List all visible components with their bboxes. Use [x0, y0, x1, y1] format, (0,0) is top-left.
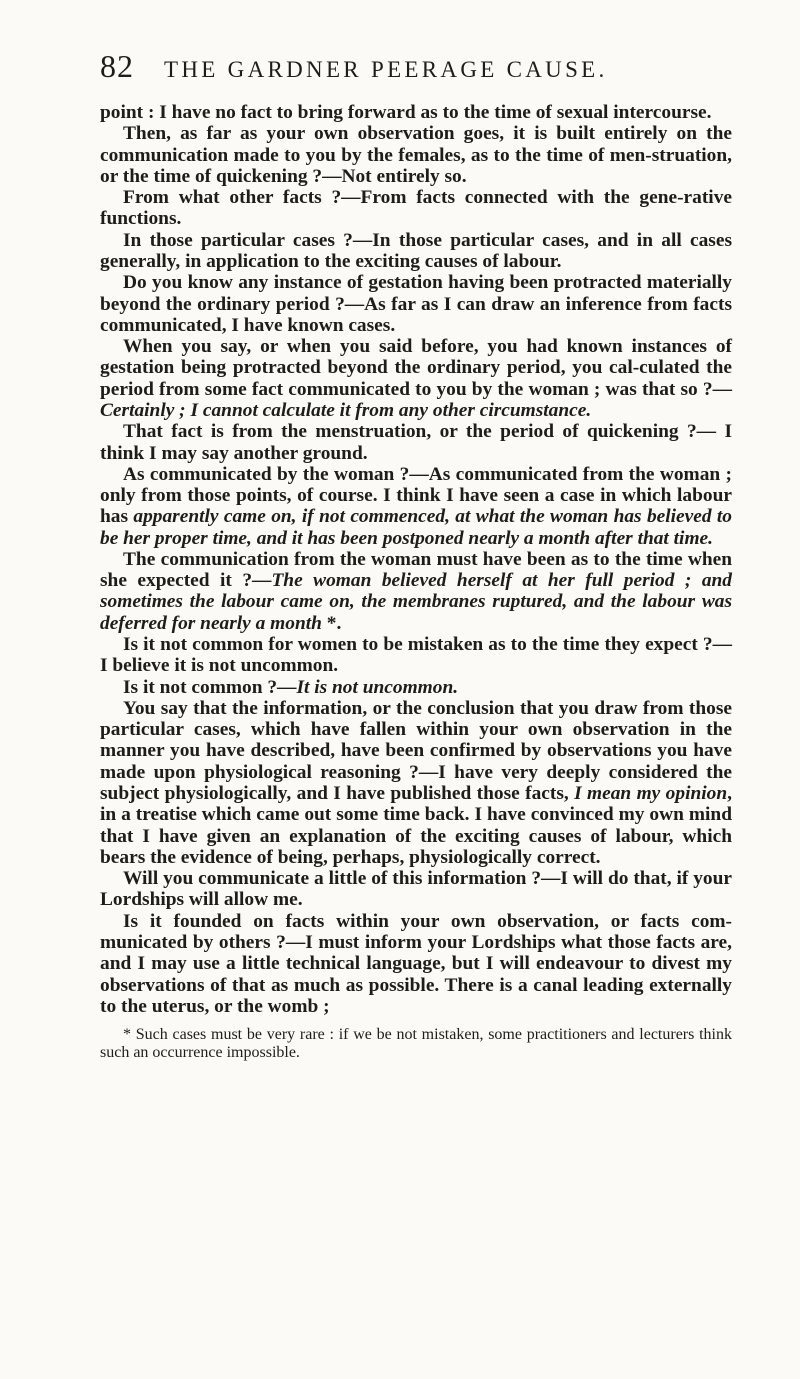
- text-run: The communication from the woman must have been as to the time when she expected it ?—: [100, 548, 732, 592]
- text-run: Do you know any instance of gestation having been protracted materially beyond the ordinary period ?—As far as I can draw an inference from facts communicated, I have known cases.: [100, 272, 732, 336]
- paragraph: [100, 911, 732, 1017]
- paragraph: [100, 102, 732, 123]
- footnote: * Such cases must be very rare : if we be not mistaken, some practitioners and lecturers think such an occurrence impossible.: [100, 1026, 732, 1062]
- text-run: When you say, or when you said before, you had known instances of gestation being protracted beyond the ordinary period, you cal-culated the period from some fact communicated to you by the woman ; was that so ?—: [100, 336, 732, 400]
- text-run: Then, as far as your own observation goes, it is built entirely on the communication made to you by the females, as to the time of men-struation, or the time of quickening ?—Not entirely so.: [100, 123, 732, 187]
- paragraph: [100, 868, 732, 911]
- text-run: In those particular cases ?—In those particular cases, and in all cases generally, in application to the exciting causes of labour.: [100, 229, 732, 272]
- running-head: THE GARDNER PEERAGE CAUSE.: [164, 57, 608, 82]
- text-run: You say that the information, or the conclusion that you draw from those particular cases, which have fallen within your own observation in the manner you have described, have been confirmed by observations you have made upon physiological reasoning ?—I have very deeply considered the subject physiologically, and I have published those facts,: [100, 697, 732, 804]
- text-run: Is it not common for women to be mistaken as to the time they expect ?—I believe it is not uncommon.: [100, 634, 732, 677]
- text-run: Is it not common ?—: [123, 676, 297, 698]
- paragraph: [100, 272, 732, 336]
- text-run: , in a treatise which came out some time back. I have convinced my own mind that I have given an explanation of the exciting causes of labour, which bears the evidence of being, perhaps, physiologically correct.: [100, 783, 732, 868]
- paragraph: [100, 464, 732, 549]
- paragraph: [100, 421, 732, 464]
- page-header: [100, 48, 732, 82]
- text-run: point : I have no fact to bring forward as to the time of sexual intercourse.: [100, 102, 712, 123]
- paragraph: [100, 336, 732, 421]
- paragraph: [100, 698, 732, 868]
- text-run: Will you communicate a little of this information ?—I will do that, if your Lordships will allow me.: [100, 868, 732, 911]
- paragraph: [100, 187, 732, 230]
- text-run: That fact is from the menstruation, or the period of quickening ?— I think I may say another ground.: [100, 421, 732, 464]
- italic-text: apparently came on, if not commenced, at what the woman has believed to be her proper time, and it has been postponed nearly a month after that time.: [100, 506, 733, 549]
- paragraph: [100, 230, 732, 273]
- text-run: As communicated by the woman ?—As communicated from the woman ; only from those points, of course. I think I have seen a case in which labour has: [100, 463, 732, 528]
- paragraph: [100, 634, 732, 677]
- italic-text: I mean my opinion: [574, 783, 728, 804]
- page-number: 82: [100, 48, 134, 84]
- italic-text: Certainly ; I cannot calculate it from any other circumstance.: [100, 399, 592, 421]
- text-run: From what other facts ?—From facts connected with the gene-rative functions.: [100, 187, 732, 230]
- paragraph: [100, 549, 732, 634]
- text-run: Is it founded on facts within your own observation, or facts com-municated by others ?—I must inform your Lordships what those facts are, and I may use a little technical language, but I will endeavour to divest my observations of that as much as possible. There is a canal leading externally to the uterus, or the womb ;: [100, 910, 732, 1017]
- body-text: [100, 102, 732, 1017]
- paragraph: [100, 123, 732, 187]
- text-run: *.: [321, 612, 342, 634]
- italic-text: The woman believed herself at her full period ; and sometimes the labour came on, the membranes ruptured, and the labour was deferred for nearly a month: [100, 570, 732, 634]
- paragraph: [100, 677, 732, 698]
- italic-text: It is not uncommon.: [296, 676, 459, 698]
- book-page: [100, 48, 732, 1078]
